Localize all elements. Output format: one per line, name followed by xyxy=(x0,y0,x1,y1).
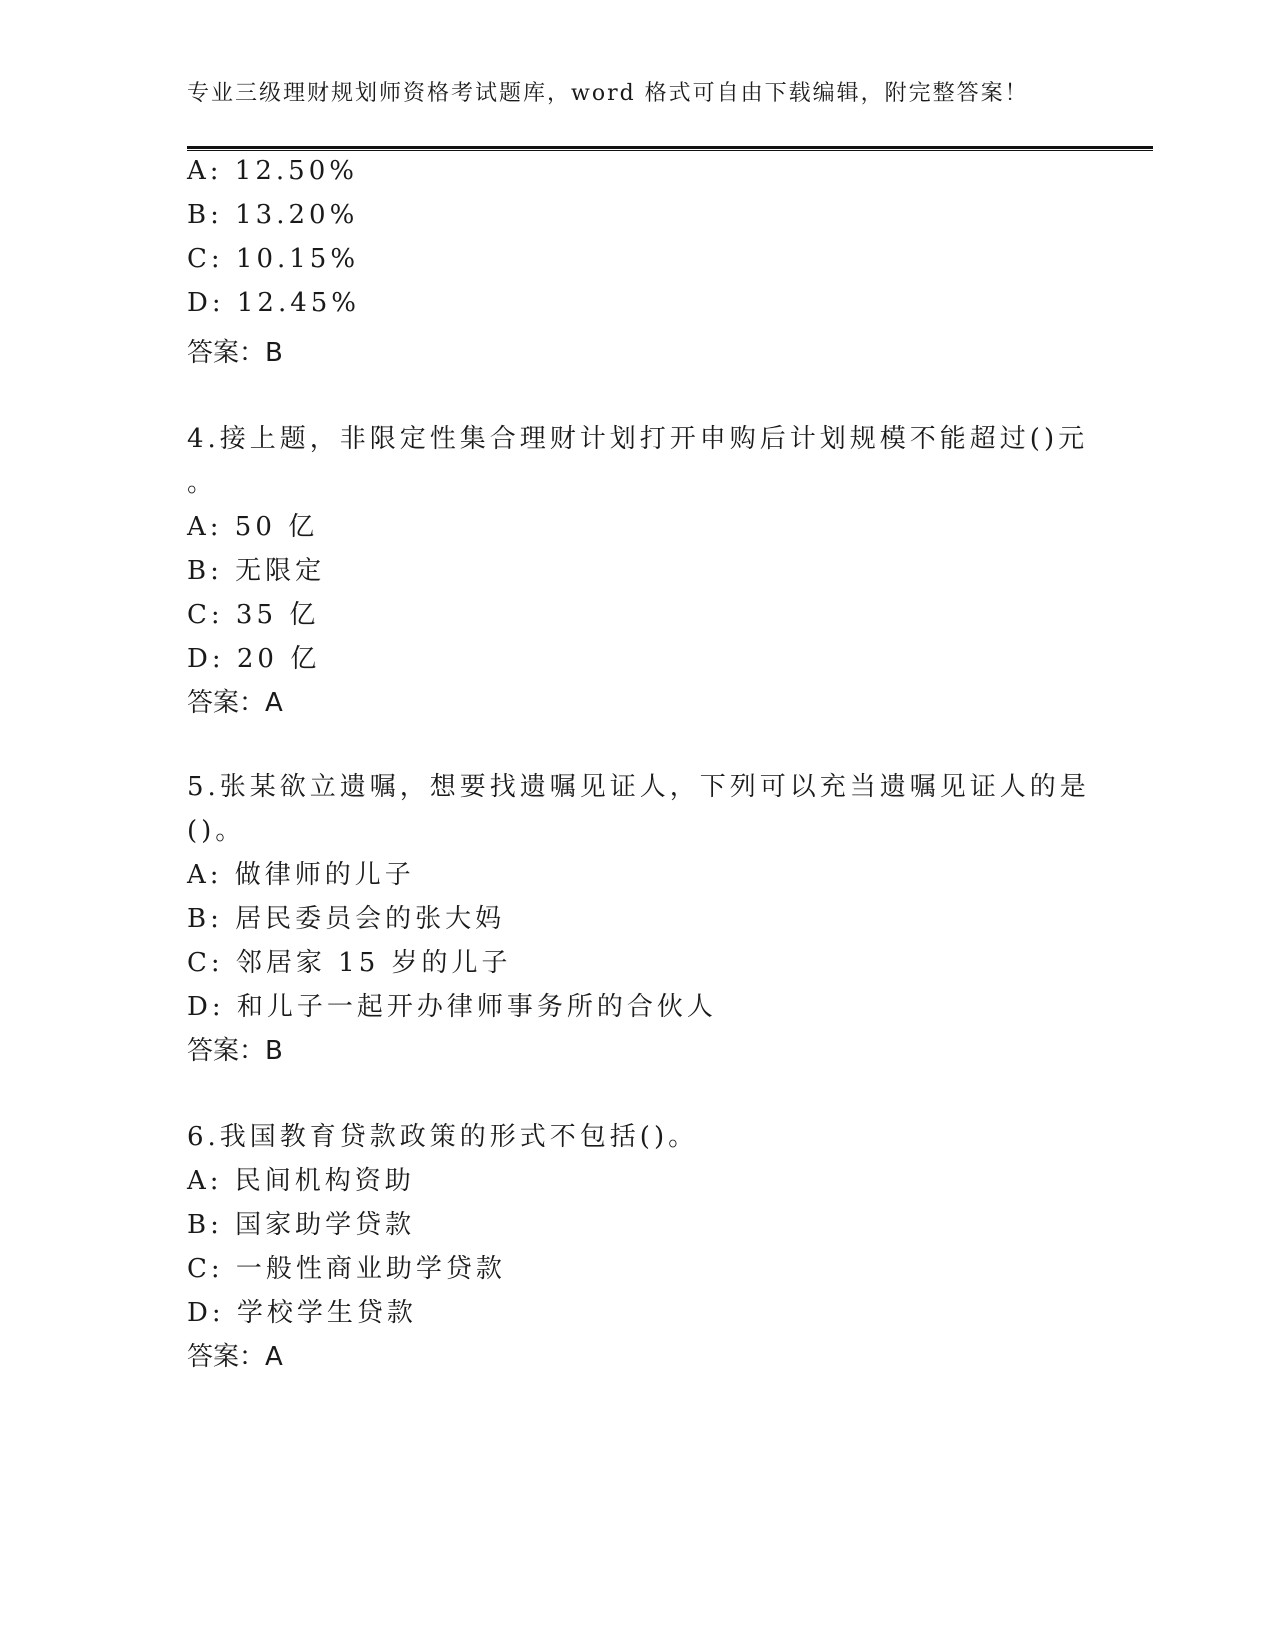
q3-option-d: D: 12.45% xyxy=(187,288,361,318)
q5-stem-line1: 5.张某欲立遗嘱，想要找遗嘱见证人，下列可以充当遗嘱见证人的是 xyxy=(187,772,1090,802)
q4-answer: 答案：A xyxy=(187,688,283,718)
q5-stem-line2: ()。 xyxy=(187,816,246,846)
q4-option-c: C: 35 亿 xyxy=(187,600,320,630)
header-rule xyxy=(187,146,1153,151)
q5-option-a: A: 做律师的儿子 xyxy=(187,860,415,890)
q4-option-b: B: 无限定 xyxy=(187,556,326,586)
q6-option-b: B: 国家助学贷款 xyxy=(187,1210,416,1240)
q4-stem-line1: 4.接上题，非限定性集合理财计划打开申购后计划规模不能超过()元 xyxy=(187,424,1089,454)
q5-option-d: D: 和儿子一起开办律师事务所的合伙人 xyxy=(187,992,717,1022)
q4-stem-line2: 。 xyxy=(187,468,218,498)
q3-option-a: A: 12.50% xyxy=(187,156,358,186)
page-header: 专业三级理财规划师资格考试题库，word 格式可自由下载编辑，附完整答案！ xyxy=(187,81,1029,106)
q3-option-c: C: 10.15% xyxy=(187,244,360,274)
q6-answer: 答案：A xyxy=(187,1342,283,1372)
q4-option-a: A: 50 亿 xyxy=(187,512,319,542)
q5-answer: 答案：B xyxy=(187,1036,283,1066)
q5-option-b: B: 居民委员会的张大妈 xyxy=(187,904,506,934)
q3-option-b: B: 13.20% xyxy=(187,200,359,230)
q6-option-c: C: 一般性商业助学贷款 xyxy=(187,1254,506,1284)
q4-option-d: D: 20 亿 xyxy=(187,644,321,674)
q3-answer: 答案：B xyxy=(187,338,283,368)
q5-option-c: C: 邻居家 15 岁的儿子 xyxy=(187,948,512,978)
q6-stem-line1: 6.我国教育贷款政策的形式不包括()。 xyxy=(187,1122,699,1152)
q6-option-d: D: 学校学生贷款 xyxy=(187,1298,417,1328)
q6-option-a: A: 民间机构资助 xyxy=(187,1166,415,1196)
